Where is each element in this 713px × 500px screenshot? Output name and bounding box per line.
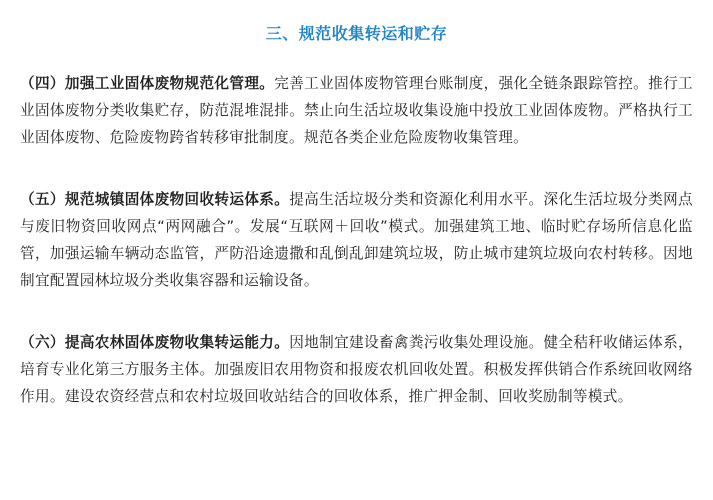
paragraph-5 [20, 186, 693, 294]
paragraph-6-heading: （六）提高农林固体废物收集转运能力。 [20, 334, 290, 351]
paragraph-5-body: 提高生活垃圾分类和资源化利用水平。深化生活垃圾分类网点与废旧物资回收网点“两网融合”。发展“互联网＋回收”模式。加强建筑工地、临时贮存场所信息化监管，加强运输车辆动态监管，严防沿途遗撒和乱倒乱卸建筑垃圾，防止城市建筑垃圾向农村转移。因地制宜配置园林垃圾分类收集容器和运输设备。 [20, 191, 693, 289]
paragraph-6-body: 因地制宜建设畜禽粪污收集处理设施。健全秸秆收储运体系，培育专业化第三方服务主体。加强废旧农用物资和报废农机回收处置。积极发挥供销合作系统回收网络作用。建设农资经营点和农村垃圾回收站结合的回收体系，推广押金制、回收奖励制等模式。 [20, 334, 693, 405]
section-title: 三、规范收集转运和贮存 [265, 24, 448, 43]
paragraph-5-heading: （五）规范城镇固体废物回收转运体系。 [20, 191, 290, 208]
paragraph-4 [20, 70, 693, 151]
paragraph-4-body: 完善工业固体废物管理台账制度，强化全链条跟踪管控。推行工业固体废物分类收集贮存，防范混堆混排。禁止向生活垃圾收集设施中投放工业固体废物。严格执行工业固体废物、危险废物跨省转移审批制度。规范各类企业危险废物收集管理。 [20, 75, 693, 146]
paragraph-6 [20, 329, 693, 410]
paragraph-4-heading: （四）加强工业固体废物规范化管理。 [20, 75, 275, 92]
